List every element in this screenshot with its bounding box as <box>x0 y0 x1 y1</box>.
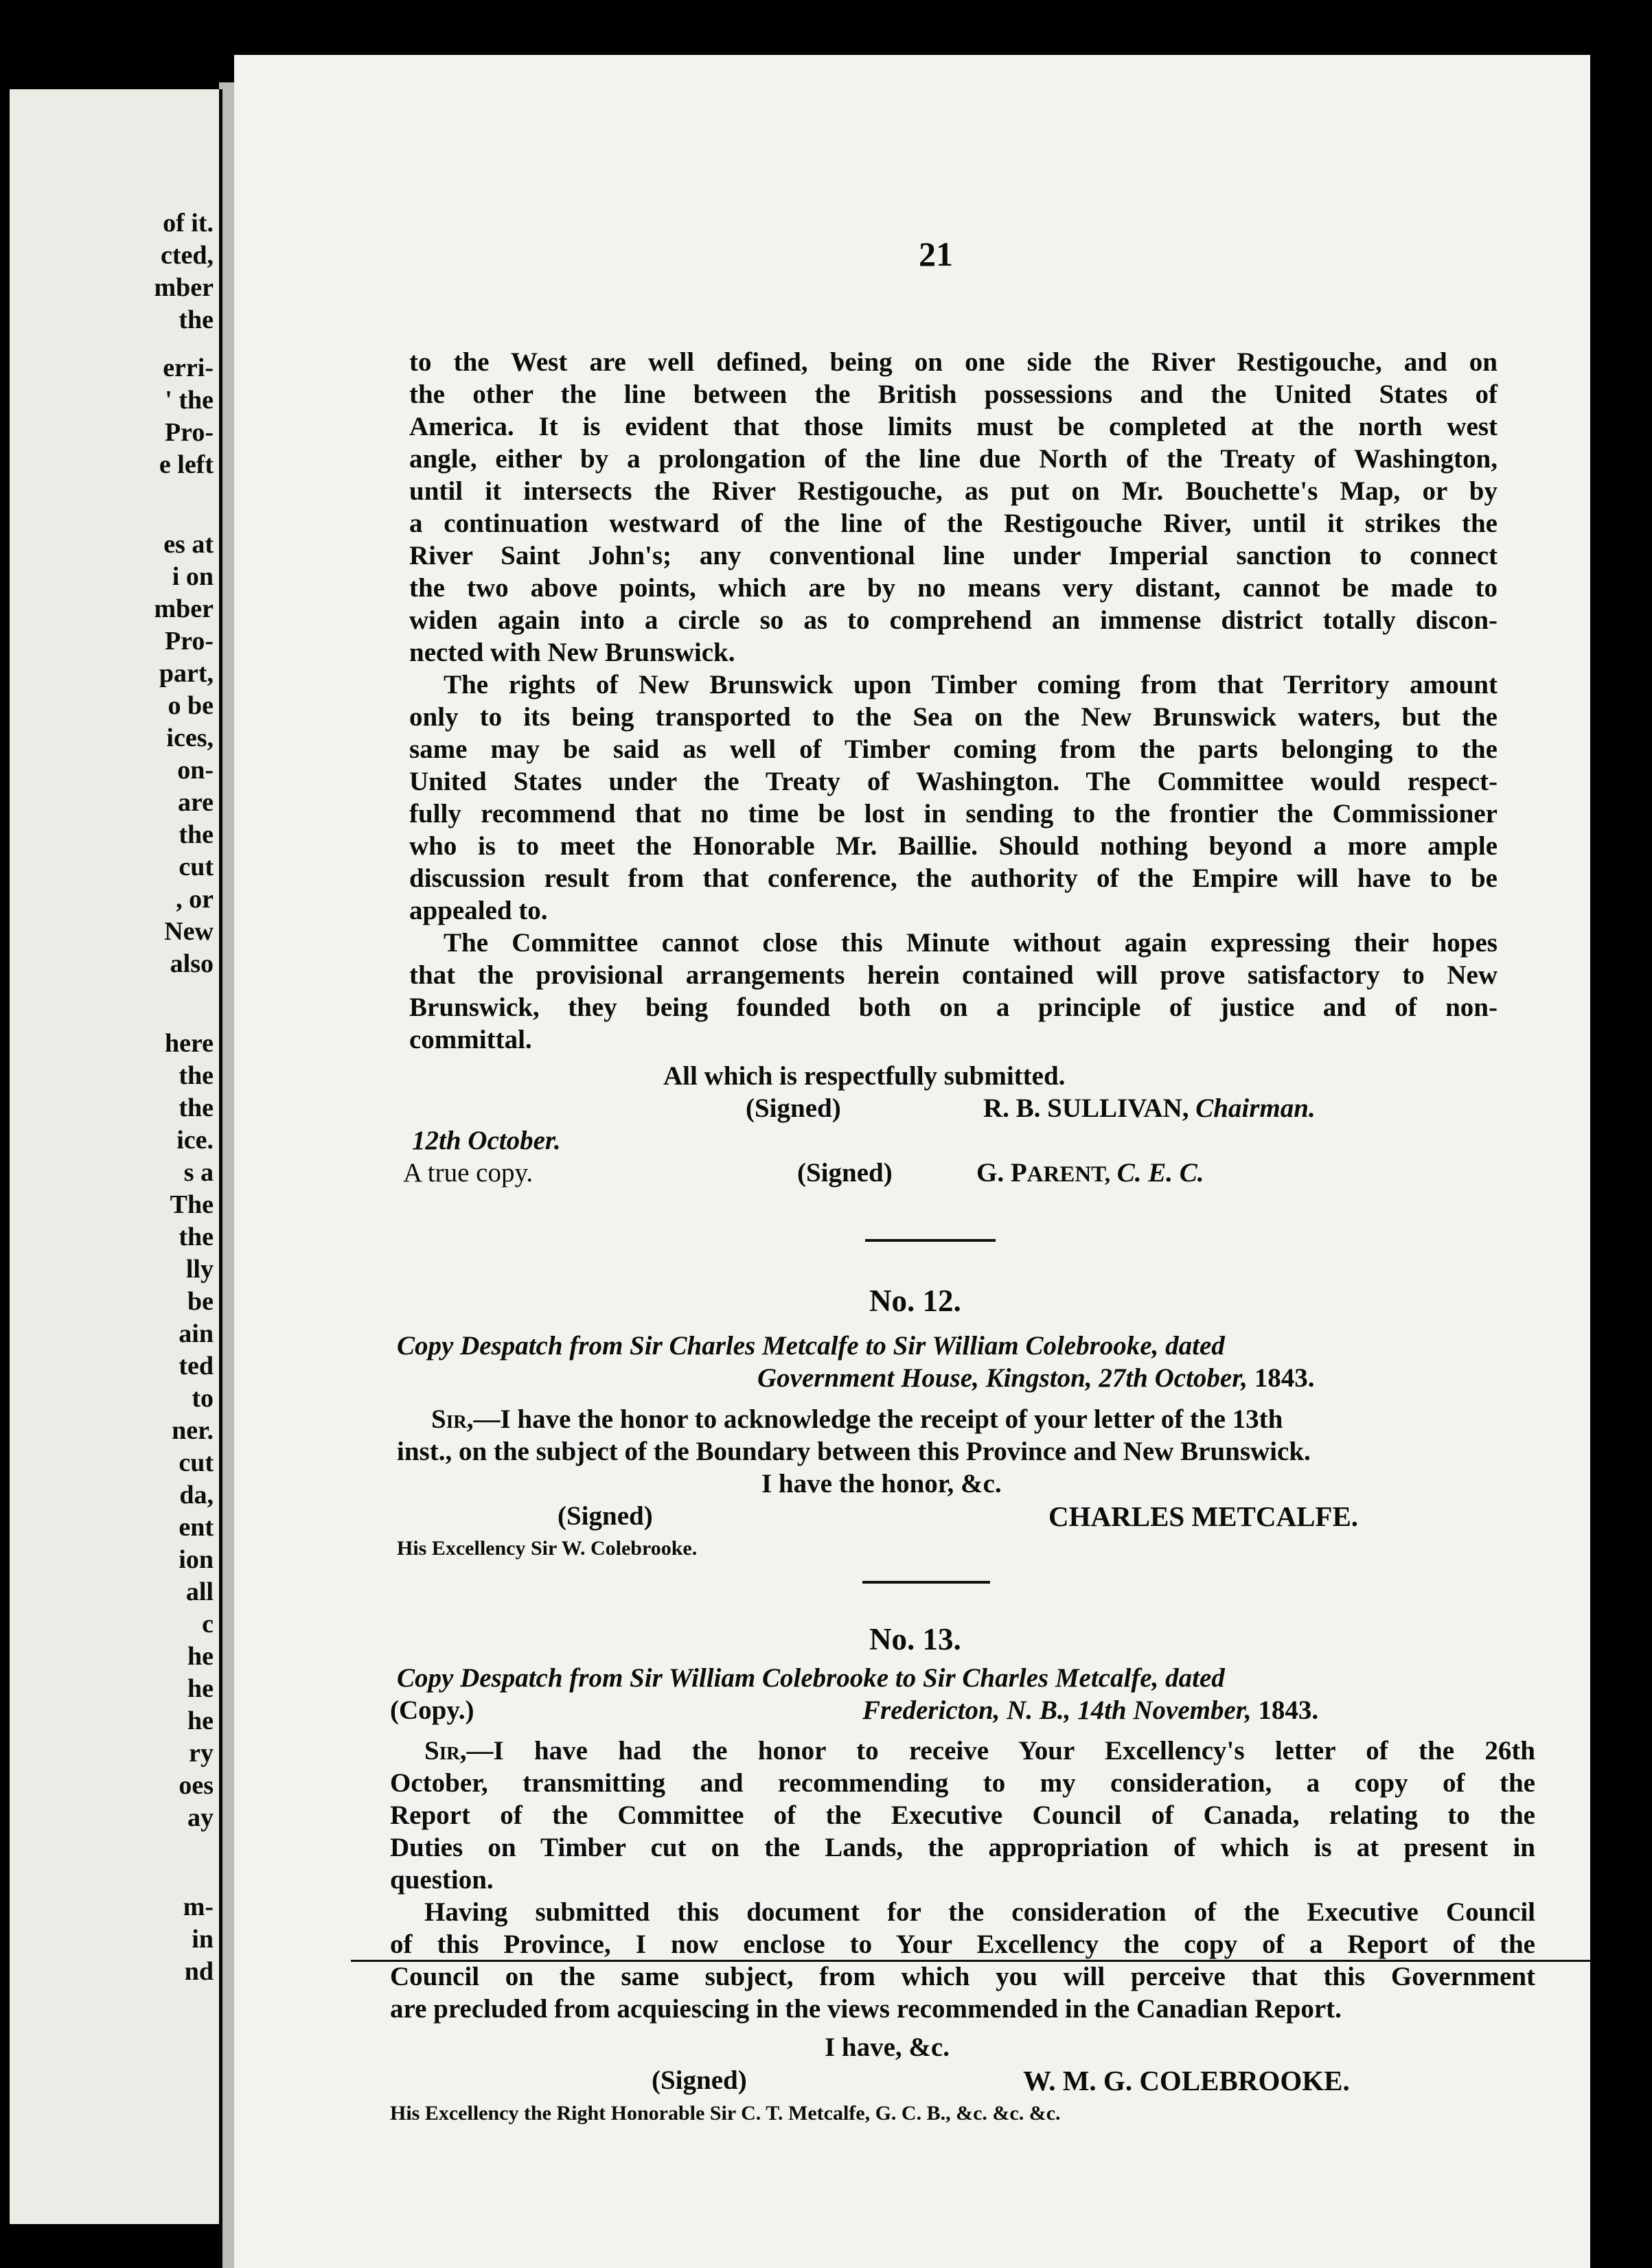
scan-border-top <box>0 0 1652 55</box>
despatch-13-body-line: Sir,—I have had the honor to receive Your Excellency's letter of the 26th <box>424 1736 1535 1766</box>
left-page-text-fragment: i on <box>172 562 214 591</box>
left-page-text-fragment: part, <box>159 659 214 688</box>
despatch-12-addressee: His Excellency Sir W. Colebrooke. <box>397 1537 698 1560</box>
minute-line: who is to meet the Honorable Mr. Baillie. Should nothing beyond a more ample <box>409 831 1498 861</box>
left-page-text-fragment: on- <box>177 756 214 785</box>
despatch-13-body-line: Council on the same subject, from which you will perceive that this Government <box>390 1962 1535 1991</box>
despatch-13-body-line: question. <box>390 1865 494 1895</box>
left-page-text-fragment: ion <box>179 1545 214 1574</box>
minute-line: a continuation westward of the line of the Restigouche River, until it strikes the <box>409 509 1498 538</box>
left-page-text-fragment: all <box>185 1577 214 1606</box>
left-page-text-fragment: he <box>187 1674 214 1703</box>
minute-line: same may be said as well of Timber coming from the parts belonging to the <box>409 734 1498 764</box>
minute-date: 12th October. <box>412 1126 561 1155</box>
left-page-text-fragment: ent <box>179 1513 214 1542</box>
left-page-text-fragment: in <box>192 1925 214 1954</box>
left-page-text-fragment: m- <box>183 1893 214 1921</box>
left-page-text-fragment: cut <box>179 853 214 881</box>
minute-line: America. It is evident that those limits must be completed at the north west <box>409 412 1498 441</box>
left-page-text-fragment: ices, <box>166 724 214 752</box>
despatch-13-body-line: are precluded from acquiescing in the views recommended in the Canadian Report. <box>390 1994 1342 2024</box>
minute-line: The rights of New Brunswick upon Timber coming from that Territory amount <box>444 670 1498 699</box>
minute-line: committal. <box>409 1025 532 1054</box>
despatch-12-signatory: CHARLES METCALFE. <box>1048 1501 1359 1532</box>
left-page-text-fragment: ay <box>187 1803 214 1832</box>
despatch-12-closing: I have the honor, &c. <box>761 1469 1002 1498</box>
left-page-text-fragment: s a <box>183 1158 214 1187</box>
true-copy-label: A true copy. <box>403 1158 534 1188</box>
left-page-text-fragment: also <box>170 949 214 978</box>
left-page-text-fragment: , or <box>176 885 214 914</box>
left-page-text-fragment: c <box>202 1610 214 1639</box>
left-page-text-fragment: ' the <box>165 386 214 415</box>
minute-line: to the West are well defined, being on one side the River Restigouche, and on <box>409 347 1498 377</box>
despatch-13-body-line: Report of the Committee of the Executive Council of Canada, relating to the <box>390 1801 1535 1830</box>
respectfully-submitted: All which is respectfully submitted. <box>663 1061 1066 1091</box>
left-page-text-fragment: nd <box>184 1957 214 1986</box>
left-page-text-fragment: cted, <box>160 241 214 270</box>
minute-line: fully recommend that no time be lost in sending to the frontier the Commissioner <box>409 799 1498 829</box>
despatch-13-signatory: W. M. G. COLEBROOKE. <box>1023 2065 1350 2096</box>
left-page-text-fragment: lly <box>185 1255 214 1284</box>
left-page-text-fragment: ry <box>189 1739 214 1768</box>
left-page-text-fragment: be <box>187 1287 214 1316</box>
left-page-text-fragment: here <box>164 1029 214 1058</box>
left-page-text-fragment: he <box>187 1642 214 1671</box>
despatch-12-signed: (Signed) <box>558 1501 653 1531</box>
left-page-text-fragment: erri- <box>163 354 214 382</box>
chairman-name: R. B. SULLIVAN, <box>983 1094 1189 1123</box>
minute-line: the other the line between the British possessions and the United States of <box>409 380 1498 409</box>
minute-line: The Committee cannot close this Minute without again expressing their hopes <box>444 928 1498 958</box>
strikethrough-line <box>351 1960 1590 1962</box>
left-page-text-fragment: mber <box>154 273 214 302</box>
despatch-13-body-line: of this Province, I now enclose to Your Excellency the copy of a Report of the <box>390 1930 1535 1959</box>
left-page-text-fragment: of it. <box>163 209 214 238</box>
chairman-title: Chairman. <box>1195 1094 1316 1123</box>
despatch-12-body-line2: inst., on the subject of the Boundary between this Province and New Brunswick. <box>397 1437 1311 1466</box>
left-page-text-fragment: ner. <box>172 1416 214 1445</box>
despatch-12-heading: No. 12. <box>869 1284 961 1318</box>
despatch-12-title-line2: Government House, Kingston, 27th October, 1843. <box>757 1363 1315 1393</box>
left-page-text-fragment: the <box>179 1094 214 1122</box>
left-page-text-fragment: mber <box>154 594 214 623</box>
minute-line: that the provisional arrangements herein contained will prove satisfactory to New <box>409 960 1498 990</box>
clerk-title: C. E. C. <box>1116 1158 1204 1188</box>
page-number: 21 <box>919 235 953 273</box>
despatch-13-copy-label: (Copy.) <box>390 1696 474 1725</box>
left-page-text-fragment: oes <box>179 1771 214 1800</box>
left-page-text-fragment: the <box>179 820 214 849</box>
scan-border-left <box>0 0 10 2268</box>
despatch-13-closing: I have, &c. <box>825 2033 950 2062</box>
despatch-13-heading: No. 13. <box>869 1622 961 1656</box>
left-page-text-fragment: the <box>179 1061 214 1090</box>
left-page-text-fragment: Pro- <box>164 418 214 447</box>
minute-line: only to its being transported to the Sea on the New Brunswick waters, but the <box>409 702 1498 732</box>
minute-line: angle, either by a prolongation of the line due North of the Treaty of Washington, <box>409 444 1498 474</box>
left-page-text-fragment: are <box>177 788 214 817</box>
left-page-text-fragment: es at <box>163 530 214 559</box>
left-page-text-fragment: ain <box>179 1319 214 1348</box>
despatch-13-title-line2: Fredericton, N. B., 14th November, 1843. <box>862 1696 1319 1725</box>
left-page-text-fragment: ice. <box>176 1126 214 1155</box>
despatch-12-title-line1: Copy Despatch from Sir Charles Metcalfe to Sir William Colebrooke, dated <box>397 1331 1225 1361</box>
clerk-signature: G. PARENT, C. E. C. <box>976 1158 1204 1188</box>
despatch-13-body-line: Duties on Timber cut on the Lands, the appropriation of which is at present in <box>390 1833 1535 1862</box>
despatch-13-body-line: October, transmitting and recommending to my consideration, a copy of the <box>390 1768 1535 1798</box>
binding-line <box>219 89 222 2268</box>
despatch-13-title-line1: Copy Despatch from Sir William Colebrooke to Sir Charles Metcalfe, dated <box>397 1663 1225 1693</box>
left-page-text-fragment: da, <box>179 1481 214 1509</box>
minute-line: the two above points, which are by no means very distant, cannot be made to <box>409 573 1498 603</box>
minute-line: United States under the Treaty of Washington. The Committee would respect- <box>409 767 1498 796</box>
despatch-13-signed: (Signed) <box>652 2066 747 2095</box>
minute-line: discussion result from that conference, the authority of the Empire will have to be <box>409 864 1498 893</box>
left-page-text-fragment: Pro- <box>164 627 214 656</box>
minute-line: River Saint John's; any conventional line under Imperial sanction to connect <box>409 541 1498 570</box>
left-page-text-fragment: cut <box>179 1448 214 1477</box>
despatch-13-body-line: Having submitted this document for the consideration of the Executive Council <box>424 1897 1535 1927</box>
left-page-text-fragment: the <box>179 305 214 334</box>
left-page-text-fragment: The <box>170 1190 214 1219</box>
left-page-fragment <box>10 89 219 2224</box>
left-page-text-fragment: the <box>179 1223 214 1251</box>
left-page-text-fragment: New <box>164 917 214 946</box>
despatch-12-body-line1: Sir,—I have the honor to acknowledge the receipt of your letter of the 13th <box>431 1404 1283 1434</box>
minute-line: widen again into a circle so as to comprehend an immense district totally discon- <box>409 605 1498 635</box>
minute-line: appealed to. <box>409 896 548 925</box>
left-page-text-fragment: to <box>192 1384 214 1413</box>
left-page-text-fragment: o be <box>168 691 214 720</box>
despatch-13-body <box>234 55 1590 2080</box>
minute-line: until it intersects the River Restigouche, as put on Mr. Bouchette's Map, or by <box>409 476 1498 506</box>
left-page-text-fragment: he <box>187 1706 214 1735</box>
minute-line: Brunswick, they being founded both on a principle of justice and of non- <box>409 993 1498 1022</box>
signed-label-2: (Signed) <box>797 1158 893 1188</box>
document-page <box>234 55 1590 2268</box>
left-page-text-fragment: ted <box>179 1352 214 1380</box>
signed-label-1: (Signed) <box>746 1094 841 1123</box>
left-page-text-fragment: e left <box>159 450 214 479</box>
scan-border-right <box>1590 0 1652 2268</box>
minute-line: nected with New Brunswick. <box>409 638 735 667</box>
despatch-13-addressee: His Excellency the Right Honorable Sir C. T. Metcalfe, G. C. B., &c. &c. &c. <box>390 2102 1061 2125</box>
